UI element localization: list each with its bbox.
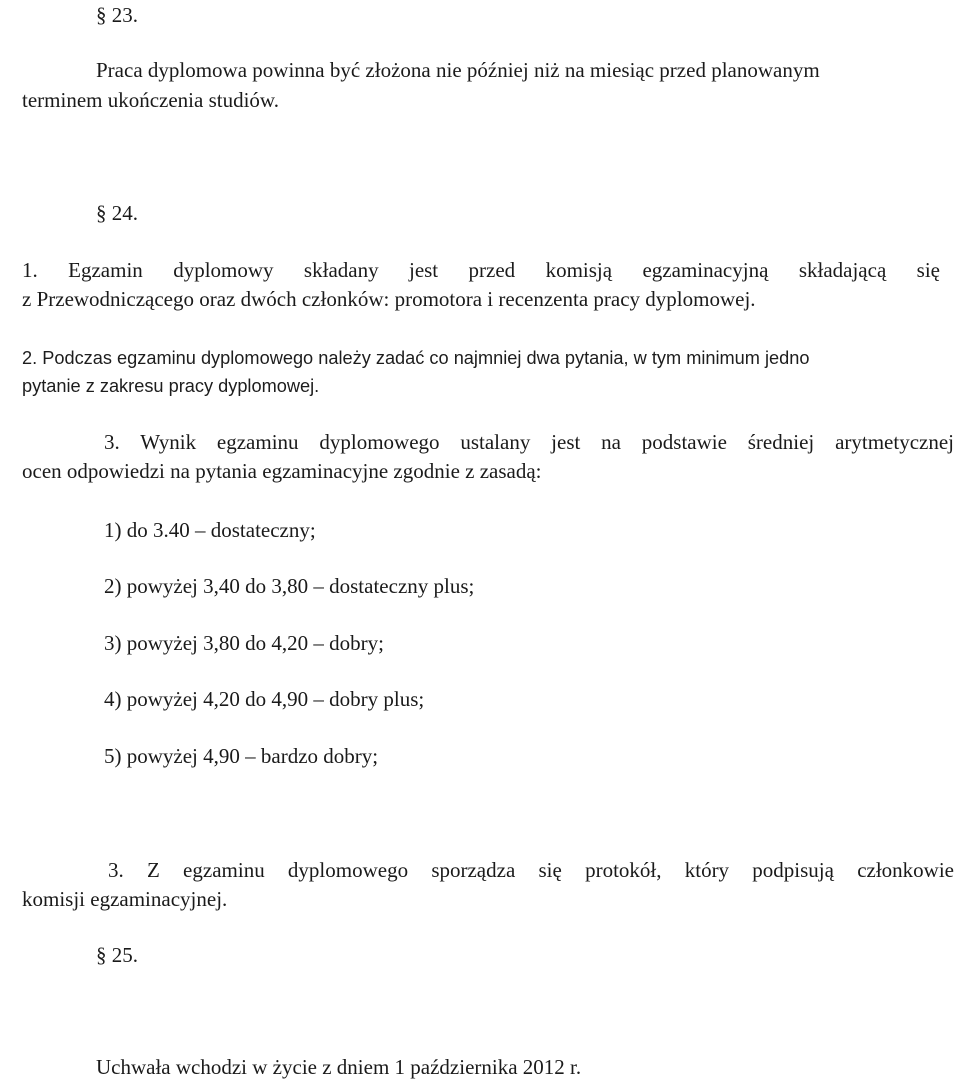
paragraph-2-line-1: 2. Podczas egzaminu dyplomowego należy zadać co najmniej dwa pytania, w tym minimum jedno (22, 348, 810, 368)
s23-text-line-2: terminem ukończenia studiów. (22, 88, 279, 112)
grade-item-2: 2) powyżej 3,40 do 3,80 – dostateczny plus; (104, 574, 475, 598)
grade-item-4: 4) powyżej 4,20 do 4,90 – dobry plus; (104, 687, 425, 711)
paragraph-2-line-2: pytanie z zakresu pracy dyplomowej. (22, 376, 320, 396)
paragraph-1-line-2: z Przewodniczącego oraz dwóch członków: promotora i recenzenta pracy dyplomowej. (22, 287, 756, 311)
grade-item-5: 5) powyżej 4,90 – bardzo dobry; (104, 744, 379, 768)
section-heading-23: § 23. (96, 3, 138, 27)
section-heading-24: § 24. (96, 201, 138, 225)
s23-text-line-1: Praca dyplomowa powinna być złożona nie później niż na miesiąc przed planowanym (96, 58, 820, 82)
paragraph-3-line-2: ocen odpowiedzi na pytania egzaminacyjne zgodnie z zasadą: (22, 459, 542, 483)
closing-statement: Uchwała wchodzi w życie z dniem 1 października 2012 r. (96, 1055, 582, 1079)
paragraph-3-line-1: 3. Wynik egzaminu dyplomowego ustalany jest na podstawie średniej arytmetycznej (104, 430, 954, 454)
paragraph-1-line-1: 1. Egzamin dyplomowy składany jest przed komisją egzaminacyjną składającą się (22, 258, 940, 282)
grade-item-1: 1) do 3.40 – dostateczny; (104, 518, 316, 542)
paragraph-4-line-2: komisji egzaminacyjnej. (22, 887, 228, 911)
section-heading-25: § 25. (96, 943, 138, 967)
grade-item-3: 3) powyżej 3,80 do 4,20 – dobry; (104, 631, 384, 655)
paragraph-4-line-1: 3. Z egzaminu dyplomowego sporządza się protokół, który podpisują członkowie (108, 858, 954, 882)
